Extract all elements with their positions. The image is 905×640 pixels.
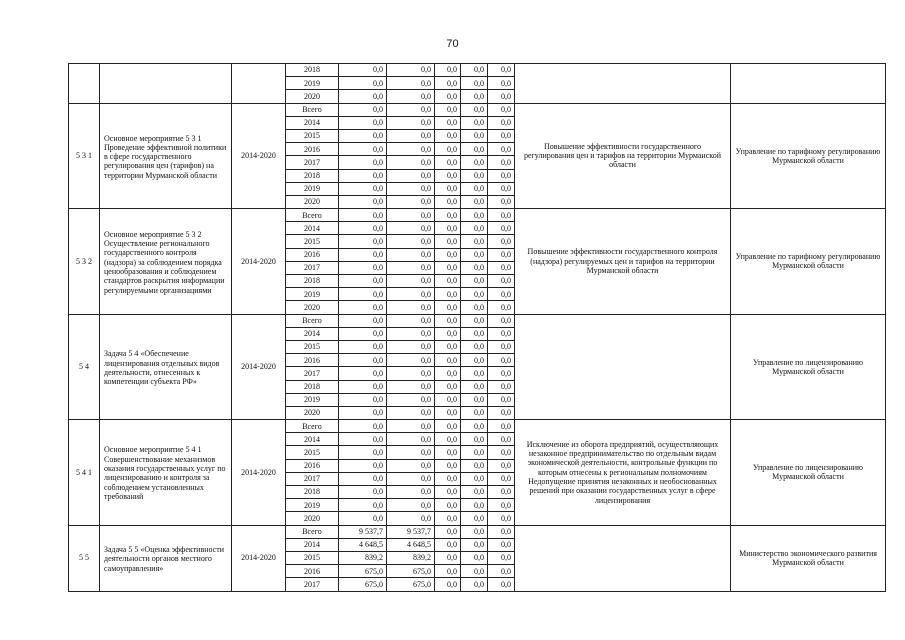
value-cell: 0,0 <box>339 420 387 433</box>
result-cell <box>515 525 731 591</box>
value-cell: 839,2 <box>387 551 435 564</box>
value-cell: 0,0 <box>488 327 515 340</box>
value-cell: 4 648,5 <box>339 538 387 551</box>
value-cell: 0,0 <box>339 380 387 393</box>
year-cell: 2019 <box>286 499 339 512</box>
result-cell: Исключение из оборота предприятий, осуществляющих незаконное предпринимательство по отдельным видам экономической деятельности, контрольные функции по которым отнесены к региональным полномочиям Недопущение принятия незаконных и необоснованных решений при оказании государственных услуг в сфере лицензирования <box>515 420 731 526</box>
value-cell: 0,0 <box>387 367 435 380</box>
value-cell: 0,0 <box>488 525 515 538</box>
value-cell: 0,0 <box>339 406 387 419</box>
value-cell: 0,0 <box>339 209 387 222</box>
period-cell <box>232 64 286 104</box>
executor-cell: Управление по лицензированию Мурманской области <box>731 420 886 526</box>
value-cell: 0,0 <box>387 314 435 327</box>
value-cell: 0,0 <box>339 393 387 406</box>
value-cell: 0,0 <box>387 301 435 314</box>
result-cell: Повышение эффективности государственного контроля (надзора) регулируемых цен и тарифов на территории Мурманской области <box>515 209 731 315</box>
value-cell: 0,0 <box>461 327 488 340</box>
value-cell: 0,0 <box>435 248 461 261</box>
value-cell: 0,0 <box>461 235 488 248</box>
value-cell: 0,0 <box>339 499 387 512</box>
value-cell: 0,0 <box>387 275 435 288</box>
value-cell: 0,0 <box>461 301 488 314</box>
year-cell: 2015 <box>286 340 339 353</box>
value-cell: 0,0 <box>339 301 387 314</box>
table-row <box>69 64 886 77</box>
year-cell: 2018 <box>286 169 339 182</box>
value-cell: 0,0 <box>435 222 461 235</box>
value-cell: 0,0 <box>435 512 461 525</box>
value-cell: 0,0 <box>461 314 488 327</box>
value-cell: 0,0 <box>461 578 488 591</box>
year-cell: 2017 <box>286 261 339 274</box>
year-cell: 2020 <box>286 195 339 208</box>
year-cell: 2020 <box>286 301 339 314</box>
value-cell: 0,0 <box>339 314 387 327</box>
value-cell: 0,0 <box>488 472 515 485</box>
item-name-cell-text: Основное мероприятие 5 3 2 Осуществление регионального государственного контроля (надзора) за соблюдением порядка ценообразования и соблюдением стандартов раскрытия информации регулируемыми организациями <box>104 229 225 295</box>
value-cell: 0,0 <box>488 90 515 103</box>
year-cell: 2019 <box>286 182 339 195</box>
value-cell: 0,0 <box>339 261 387 274</box>
value-cell: 0,0 <box>488 261 515 274</box>
value-cell: 0,0 <box>488 288 515 301</box>
value-cell: 0,0 <box>461 129 488 142</box>
year-cell: 2016 <box>286 459 339 472</box>
value-cell: 0,0 <box>488 129 515 142</box>
value-cell: 0,0 <box>461 64 488 77</box>
value-cell: 0,0 <box>488 340 515 353</box>
table-row <box>69 420 886 433</box>
value-cell: 0,0 <box>461 393 488 406</box>
year-cell: 2016 <box>286 143 339 156</box>
value-cell: 0,0 <box>461 486 488 499</box>
value-cell: 0,0 <box>387 406 435 419</box>
value-cell: 0,0 <box>488 380 515 393</box>
value-cell: 0,0 <box>488 420 515 433</box>
value-cell: 0,0 <box>387 446 435 459</box>
value-cell: 0,0 <box>461 261 488 274</box>
value-cell: 0,0 <box>488 103 515 116</box>
value-cell: 0,0 <box>461 77 488 90</box>
value-cell: 0,0 <box>387 340 435 353</box>
value-cell: 0,0 <box>339 169 387 182</box>
year-cell: 2014 <box>286 327 339 340</box>
year-cell: 2014 <box>286 538 339 551</box>
value-cell: 0,0 <box>339 472 387 485</box>
year-cell: Всего <box>286 103 339 116</box>
period-cell: 2014-2020 <box>232 420 286 526</box>
year-cell: Всего <box>286 525 339 538</box>
value-cell: 9 537,7 <box>387 525 435 538</box>
year-cell: Всего <box>286 420 339 433</box>
value-cell: 0,0 <box>339 103 387 116</box>
item-name-cell <box>100 420 232 526</box>
value-cell: 0,0 <box>387 420 435 433</box>
value-cell: 0,0 <box>387 156 435 169</box>
value-cell: 0,0 <box>435 288 461 301</box>
value-cell: 0,0 <box>387 472 435 485</box>
item-name-cell <box>100 525 232 591</box>
value-cell: 0,0 <box>435 486 461 499</box>
value-cell: 0,0 <box>461 340 488 353</box>
page-number: 70 <box>446 38 459 50</box>
value-cell: 0,0 <box>387 103 435 116</box>
value-cell: 0,0 <box>435 182 461 195</box>
value-cell: 0,0 <box>461 367 488 380</box>
value-cell: 0,0 <box>435 472 461 485</box>
value-cell: 0,0 <box>461 288 488 301</box>
year-cell: Всего <box>286 209 339 222</box>
result-cell: Повышение эффективности государственного регулирования цен и тарифов на территории Мурманской области <box>515 103 731 209</box>
item-name-cell-text: Основное мероприятие 5 3 1 Проведение эффективной политики в сфере государственного регулирования цен (тарифов) на территории Мурманской области <box>104 133 227 180</box>
value-cell: 0,0 <box>435 235 461 248</box>
value-cell: 0,0 <box>339 195 387 208</box>
year-cell: 2015 <box>286 551 339 564</box>
item-name-cell-text <box>104 82 229 84</box>
value-cell: 0,0 <box>461 420 488 433</box>
item-number-cell <box>69 64 100 104</box>
year-cell: 2018 <box>286 64 339 77</box>
value-cell: 0,0 <box>435 340 461 353</box>
value-cell: 675,0 <box>387 578 435 591</box>
value-cell: 0,0 <box>488 406 515 419</box>
value-cell: 0,0 <box>387 77 435 90</box>
item-number-cell: 5 5 <box>69 525 100 591</box>
value-cell: 0,0 <box>387 90 435 103</box>
value-cell: 0,0 <box>339 235 387 248</box>
value-cell: 0,0 <box>435 90 461 103</box>
year-cell: 2014 <box>286 116 339 129</box>
value-cell: 0,0 <box>488 169 515 182</box>
year-cell: 2019 <box>286 288 339 301</box>
value-cell: 0,0 <box>339 367 387 380</box>
value-cell: 0,0 <box>435 129 461 142</box>
year-cell: 2018 <box>286 380 339 393</box>
value-cell: 0,0 <box>488 565 515 578</box>
value-cell: 0,0 <box>435 64 461 77</box>
value-cell: 0,0 <box>387 222 435 235</box>
year-cell: 2015 <box>286 235 339 248</box>
value-cell: 4 648,5 <box>387 538 435 551</box>
value-cell: 0,0 <box>488 499 515 512</box>
value-cell: 0,0 <box>488 182 515 195</box>
value-cell: 0,0 <box>339 90 387 103</box>
value-cell: 0,0 <box>435 406 461 419</box>
value-cell: 0,0 <box>461 551 488 564</box>
executor-cell: Министерство экономического развития Мурманской области <box>731 525 886 591</box>
value-cell: 0,0 <box>339 275 387 288</box>
value-cell: 0,0 <box>387 433 435 446</box>
value-cell: 0,0 <box>435 433 461 446</box>
value-cell: 0,0 <box>435 314 461 327</box>
table-row <box>69 525 886 538</box>
value-cell: 0,0 <box>461 248 488 261</box>
value-cell: 0,0 <box>461 116 488 129</box>
value-cell: 0,0 <box>461 182 488 195</box>
value-cell: 0,0 <box>435 261 461 274</box>
value-cell: 0,0 <box>435 446 461 459</box>
year-cell: 2020 <box>286 90 339 103</box>
value-cell: 0,0 <box>435 301 461 314</box>
value-cell: 0,0 <box>435 77 461 90</box>
period-cell: 2014-2020 <box>232 103 286 209</box>
value-cell: 0,0 <box>387 209 435 222</box>
year-cell: 2016 <box>286 565 339 578</box>
value-cell: 0,0 <box>339 222 387 235</box>
value-cell: 0,0 <box>339 116 387 129</box>
value-cell: 0,0 <box>339 446 387 459</box>
value-cell: 0,0 <box>387 195 435 208</box>
year-cell: 2016 <box>286 248 339 261</box>
value-cell: 0,0 <box>488 433 515 446</box>
value-cell: 0,0 <box>435 156 461 169</box>
value-cell: 0,0 <box>461 525 488 538</box>
value-cell: 0,0 <box>461 472 488 485</box>
value-cell: 0,0 <box>387 182 435 195</box>
value-cell: 0,0 <box>488 248 515 261</box>
value-cell: 0,0 <box>339 77 387 90</box>
value-cell: 0,0 <box>387 459 435 472</box>
value-cell: 0,0 <box>435 393 461 406</box>
value-cell: 0,0 <box>461 380 488 393</box>
value-cell: 0,0 <box>435 195 461 208</box>
item-name-cell <box>100 103 232 209</box>
value-cell: 0,0 <box>435 103 461 116</box>
value-cell: 0,0 <box>387 288 435 301</box>
value-cell: 0,0 <box>488 209 515 222</box>
value-cell: 0,0 <box>488 314 515 327</box>
value-cell: 0,0 <box>461 156 488 169</box>
year-cell: 2017 <box>286 472 339 485</box>
value-cell: 0,0 <box>435 525 461 538</box>
value-cell: 0,0 <box>435 459 461 472</box>
period-cell: 2014-2020 <box>232 314 286 420</box>
table-row <box>69 209 886 222</box>
year-cell: 2015 <box>286 446 339 459</box>
value-cell: 0,0 <box>339 182 387 195</box>
value-cell: 0,0 <box>488 538 515 551</box>
value-cell: 0,0 <box>435 367 461 380</box>
value-cell: 0,0 <box>461 459 488 472</box>
value-cell: 0,0 <box>435 209 461 222</box>
value-cell: 0,0 <box>435 327 461 340</box>
value-cell: 0,0 <box>461 209 488 222</box>
value-cell: 0,0 <box>339 143 387 156</box>
value-cell: 0,0 <box>488 222 515 235</box>
value-cell: 0,0 <box>488 393 515 406</box>
value-cell: 0,0 <box>488 116 515 129</box>
value-cell: 0,0 <box>461 446 488 459</box>
year-cell: 2019 <box>286 393 339 406</box>
value-cell: 0,0 <box>461 406 488 419</box>
item-name-cell <box>100 209 232 315</box>
value-cell: 0,0 <box>461 433 488 446</box>
value-cell: 0,0 <box>339 512 387 525</box>
value-cell: 0,0 <box>387 116 435 129</box>
value-cell: 0,0 <box>339 156 387 169</box>
year-cell: 2014 <box>286 433 339 446</box>
value-cell: 0,0 <box>339 327 387 340</box>
year-cell: 2015 <box>286 129 339 142</box>
result-cell <box>515 64 731 104</box>
value-cell: 0,0 <box>387 512 435 525</box>
value-cell: 0,0 <box>435 420 461 433</box>
value-cell: 0,0 <box>387 248 435 261</box>
value-cell: 0,0 <box>339 354 387 367</box>
value-cell: 0,0 <box>435 499 461 512</box>
value-cell: 0,0 <box>387 499 435 512</box>
value-cell: 0,0 <box>435 275 461 288</box>
item-number-cell: 5 4 1 <box>69 420 100 526</box>
executor-cell <box>731 64 886 104</box>
budget-table <box>68 63 886 592</box>
value-cell: 0,0 <box>488 143 515 156</box>
value-cell: 0,0 <box>488 459 515 472</box>
value-cell: 675,0 <box>339 578 387 591</box>
value-cell: 0,0 <box>461 538 488 551</box>
value-cell: 0,0 <box>387 64 435 77</box>
item-name-cell-text: Основное мероприятие 5 4 1 Совершенствование механизмов оказания государственных услуг по лицензированию и контроля за соблюдением установленных требований <box>104 445 226 501</box>
value-cell: 0,0 <box>461 565 488 578</box>
value-cell: 0,0 <box>339 433 387 446</box>
value-cell: 0,0 <box>435 354 461 367</box>
value-cell: 0,0 <box>488 578 515 591</box>
year-cell: 2018 <box>286 486 339 499</box>
value-cell: 0,0 <box>435 380 461 393</box>
item-number-cell: 5 3 1 <box>69 103 100 209</box>
year-cell: 2019 <box>286 77 339 90</box>
value-cell: 0,0 <box>387 235 435 248</box>
value-cell: 0,0 <box>488 354 515 367</box>
value-cell: 0,0 <box>387 380 435 393</box>
value-cell: 0,0 <box>387 261 435 274</box>
value-cell: 0,0 <box>461 354 488 367</box>
value-cell: 0,0 <box>435 116 461 129</box>
year-cell: 2017 <box>286 578 339 591</box>
year-cell: 2020 <box>286 406 339 419</box>
result-cell <box>515 314 731 420</box>
executor-cell: Управление по лицензированию Мурманской области <box>731 314 886 420</box>
year-cell: Всего <box>286 314 339 327</box>
value-cell: 0,0 <box>461 103 488 116</box>
value-cell: 0,0 <box>488 275 515 288</box>
value-cell: 0,0 <box>339 129 387 142</box>
value-cell: 0,0 <box>339 340 387 353</box>
executor-cell: Управление по тарифному регулированию Мурманской области <box>731 209 886 315</box>
value-cell: 0,0 <box>461 143 488 156</box>
table-row <box>69 314 886 327</box>
value-cell: 0,0 <box>461 222 488 235</box>
value-cell: 0,0 <box>339 248 387 261</box>
value-cell: 0,0 <box>387 486 435 499</box>
value-cell: 675,0 <box>387 565 435 578</box>
value-cell: 9 537,7 <box>339 525 387 538</box>
value-cell: 0,0 <box>339 459 387 472</box>
value-cell: 675,0 <box>339 565 387 578</box>
value-cell: 0,0 <box>461 275 488 288</box>
year-cell: 2014 <box>286 222 339 235</box>
year-cell: 2017 <box>286 156 339 169</box>
value-cell: 0,0 <box>488 235 515 248</box>
value-cell: 0,0 <box>387 327 435 340</box>
value-cell: 0,0 <box>488 77 515 90</box>
item-name-cell-text: Задача 5 4 «Обеспечение лицензирования отдельных видов деятельности, отнесенных к компетенции субъекта РФ» <box>104 349 220 387</box>
value-cell: 0,0 <box>461 195 488 208</box>
year-cell: 2017 <box>286 367 339 380</box>
value-cell: 0,0 <box>387 143 435 156</box>
year-cell: 2018 <box>286 275 339 288</box>
value-cell: 0,0 <box>488 195 515 208</box>
value-cell: 0,0 <box>461 169 488 182</box>
value-cell: 0,0 <box>387 169 435 182</box>
value-cell: 0,0 <box>435 538 461 551</box>
value-cell: 0,0 <box>435 551 461 564</box>
value-cell: 0,0 <box>339 64 387 77</box>
executor-cell: Управление по тарифному регулированию Мурманской области <box>731 103 886 209</box>
value-cell: 0,0 <box>488 512 515 525</box>
value-cell: 0,0 <box>488 446 515 459</box>
value-cell: 0,0 <box>488 551 515 564</box>
value-cell: 0,0 <box>488 367 515 380</box>
item-name-cell <box>100 314 232 420</box>
value-cell: 0,0 <box>339 486 387 499</box>
value-cell: 0,0 <box>461 512 488 525</box>
value-cell: 0,0 <box>461 499 488 512</box>
year-cell: 2020 <box>286 512 339 525</box>
period-cell: 2014-2020 <box>232 209 286 315</box>
value-cell: 0,0 <box>387 354 435 367</box>
year-cell: 2016 <box>286 354 339 367</box>
value-cell: 839,2 <box>339 551 387 564</box>
value-cell: 0,0 <box>387 129 435 142</box>
value-cell: 0,0 <box>435 143 461 156</box>
value-cell: 0,0 <box>461 90 488 103</box>
item-number-cell: 5 3 2 <box>69 209 100 315</box>
value-cell: 0,0 <box>488 486 515 499</box>
value-cell: 0,0 <box>435 565 461 578</box>
value-cell: 0,0 <box>488 156 515 169</box>
value-cell: 0,0 <box>435 169 461 182</box>
value-cell: 0,0 <box>387 393 435 406</box>
value-cell: 0,0 <box>488 64 515 77</box>
value-cell: 0,0 <box>339 288 387 301</box>
item-number-cell: 5 4 <box>69 314 100 420</box>
value-cell: 0,0 <box>435 578 461 591</box>
item-name-cell-text: Задача 5 5 «Оценка эффективности деятельности органов местного самоуправления» <box>104 545 225 573</box>
table-row <box>69 103 886 116</box>
value-cell: 0,0 <box>488 301 515 314</box>
period-cell: 2014-2020 <box>232 525 286 591</box>
item-name-cell <box>100 64 232 104</box>
